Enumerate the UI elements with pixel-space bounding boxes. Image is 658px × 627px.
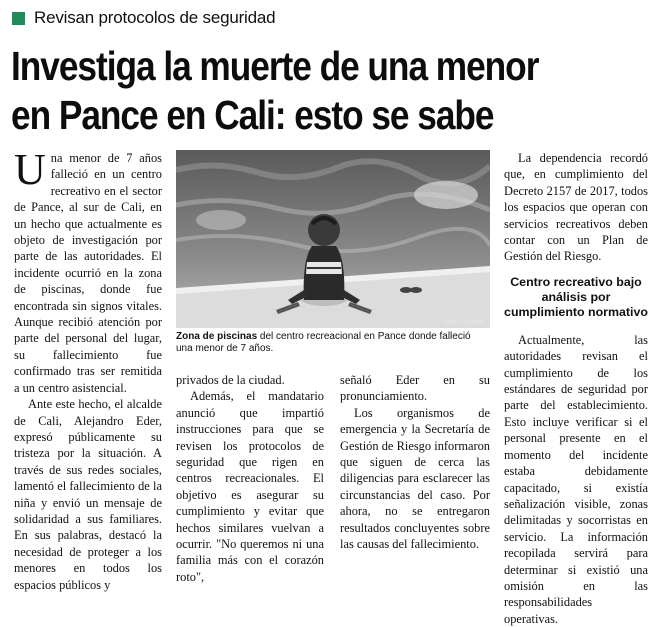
pool-girl-image: [176, 150, 490, 328]
kicker-square-icon: [12, 12, 25, 25]
kicker-text: Revisan protocolos de seguridad: [34, 8, 276, 27]
subheading: Centro recreativo bajo análisis por cumplimiento normativo: [504, 274, 648, 319]
paragraph: Además, el mandatario anunció que impartió instrucciones para que se revisen los protocolos de seguridad que rigen en centros recreacionales. El objetivo es asegurar su cumplimiento y evitar que hechos similares vuelvan a ocurrir. "No queremos ni una familia más con el corazón roto",: [176, 389, 324, 584]
article-column-4: [504, 150, 648, 627]
headline: [11, 42, 561, 140]
article-column-2: [176, 372, 324, 585]
lead-paragraph: Una menor de 7 años falleció en un centro recreativo en el sector de Pance, al sur de Cali, en un hecho que actualmente es objeto de investigación por parte de las autoridades. El incidente ocurrió en la zona de piscinas, donde fue encontrada sin signos vitales. Aunque recibió atención por parte del personal del lugar, su fallecimiento fue confirmado tras ser remitida a un centro asistencial.: [14, 145, 162, 395]
paragraph: Ante este hecho, el alcalde de Cali, Alejandro Eder, expresó públicamente su tristeza por la situación. A través de sus redes sociales, lamentó el fallecimiento de la niña y envió un mensaje de solidaridad a sus familiares. En sus palabras, destacó la necesidad de proteger a los menores en todos los espacios públicos y: [14, 397, 162, 592]
article-column-3: [340, 372, 490, 552]
article-photo: [176, 150, 490, 328]
article-column-1: [14, 145, 162, 593]
paragraph: La dependencia recordó que, en cumplimiento del Decreto 2157 de 2017, todos los espacios que operan con servicios recreativos deben contar con un Plan de Gestión del Riesgo.: [504, 151, 648, 264]
caption-text: del centro recreacional en Pance donde falleció una menor de 7 años.: [176, 331, 471, 354]
paragraph: Los organismos de emergencia y la Secretaría de Gestión de Riesgo informaron que siguen de cerca las diligencias para esclarecer las circunstancias del caso. Por ahora, no se entregaron resultados concluyentes sobre las causas del fallecimiento.: [340, 405, 490, 552]
photo-credit: Foto: Freepik: [442, 319, 484, 326]
paragraph: privados de la ciudad.: [176, 373, 285, 387]
headline-line-1: Investiga la muerte de una menor: [11, 43, 539, 89]
paragraph: señaló Eder en su pronunciamiento.: [340, 373, 490, 404]
caption-bold: Zona de piscinas: [176, 331, 258, 342]
paragraph: Actualmente, las autoridades revisan el cumplimiento de los estándares de seguridad por parte del establecimiento. Esto incluye verificar si el personal presente en el momento del incidente estaba debidamente capacitado, si existía señalización visible, zonas delimitadas y socorristas en servicio. La información recopilada servirá para determinar si existió una omisión en las responsabilidades operativas.: [504, 332, 648, 626]
photo-caption: [176, 331, 490, 355]
headline-line-2: en Pance en Cali: esto se sabe: [11, 92, 494, 138]
dropcap: U: [14, 145, 46, 194]
section-kicker: [12, 8, 275, 28]
